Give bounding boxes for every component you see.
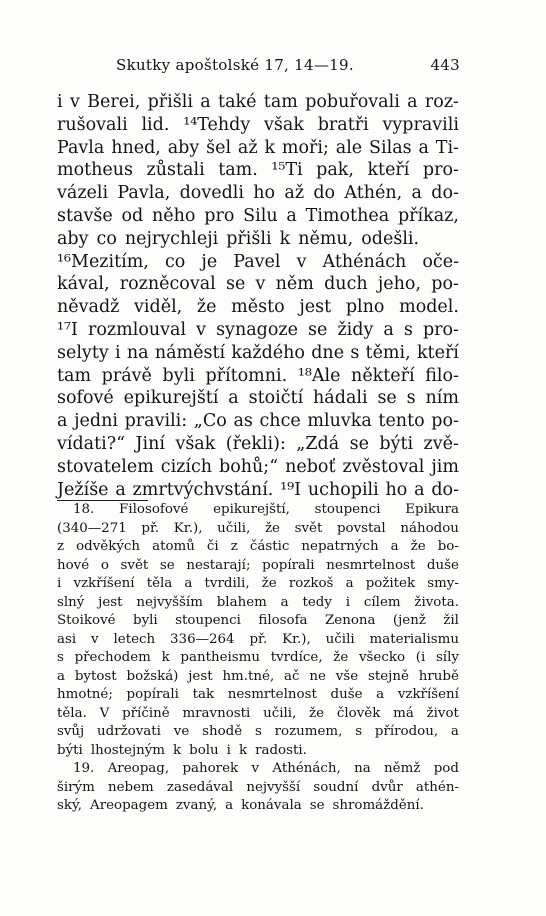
text-line: vázeli Pavla, dovedli ho až do Athén, a do-	[57, 183, 459, 204]
text-line: i v Berei, přišli a také tam pobuřovali a roz-	[57, 92, 459, 112]
text-line: ¹⁷I rozmlouval v synagoze se židy a s pro-	[57, 319, 459, 340]
footnote-line: i vzkříšení těla a tvrdili, že rozkoš a požitek smy-	[57, 576, 459, 591]
main-text	[57, 91, 459, 501]
text-line: selyty i na náměstí každého dne s těmi, kteří	[57, 342, 459, 363]
text-line: tam právě byli přítomni. ¹⁸Ale někteří filo-	[57, 365, 459, 386]
text-line: sofové epikurejští a stoičtí hádali se s ním	[57, 388, 459, 409]
text-line: rušovali lid. ¹⁴Tehdy však bratři vypravili	[57, 114, 459, 135]
text-line: aby co nejrychleji přišli k němu, odešli.	[57, 228, 420, 249]
footnotes	[57, 501, 459, 816]
text-line: stavše od něho pro Silu a Timothea příkaz,	[57, 205, 459, 226]
footnote-line: 18. Filosofové epikurejští, stoupenci Epikura	[73, 502, 459, 517]
page-number: 443	[430, 56, 460, 74]
footnote-line: svůj udržovati ve shodě s rozumem, s přírodou, a	[57, 724, 459, 739]
footnote-line: z odvěkých atomů či z částic nepatrných a že bo-	[57, 539, 459, 554]
text-line: a jedni pravili: „Co as chce mluvka tento po-	[57, 411, 459, 432]
footnote-line: těla. V příčině mravnosti učili, že člověk má život	[57, 705, 459, 721]
footnote-line: býti lhostejným k bolu i k radosti.	[57, 742, 307, 758]
footnote-line: slný jest nejvyšším blahem a tedy i cílem života.	[57, 594, 459, 610]
footnote-line: hmotné; popírali tak nesmrtelnost duše a vzkříšení	[57, 687, 459, 702]
footnote-line: Stoikové byli stoupenci filosofa Zenona (jenž žil	[57, 613, 459, 628]
footnote-line: širým nebem zasedával nejvyšší soudní dvůr athén-	[57, 779, 459, 795]
footnote-line: a bytost božská) jest hm.tné, ač ne vše stejně hrubě	[57, 668, 459, 684]
footnote-line: (340—271 př. Kr.), učili, že svět povstal náhodou	[57, 520, 459, 536]
text-line: kával, rozněcoval se v něm duch jeho, po-	[57, 274, 459, 295]
text-line: něvadž viděl, že město jest plno model.	[57, 297, 459, 318]
text-line: stovatelem cizích bohů;“ neboť zvěstoval jim	[57, 456, 459, 477]
footnote-line: 19. Areopag, pahorek v Athénách, na němž pod	[73, 761, 459, 776]
footnote-line: hové o svět se nestarají; popírali nesmrtelnost duše	[57, 557, 459, 573]
text-line: vídati?“ Jiní však (řekli): „Zdá se býti zvě-	[57, 433, 459, 454]
text-line: ¹⁶Mezitím, co je Pavel v Athénách oče-	[57, 251, 459, 272]
footnote-line: asi v letech 336—264 př. Kr.), učili materialismu	[57, 631, 459, 647]
footnote-line: s přechodem k pantheismu tvrdíce, že všecko (i síly	[57, 650, 459, 665]
footnote-line: ský, Areopagem zvaný, a konávala se shromáždění.	[57, 798, 424, 813]
text-line: Pavla hned, aby šel až k moři; ale Silas a Ti-	[57, 137, 459, 158]
text-line: motheus zůstali tam. ¹⁵Ti pak, kteří pro-	[57, 160, 459, 181]
text-line: Ježíše a zmrtvýchvstání. ¹⁹I uchopili ho a do-	[57, 479, 459, 500]
running-title: Skutky apoštolské 17, 14—19.	[116, 56, 354, 74]
